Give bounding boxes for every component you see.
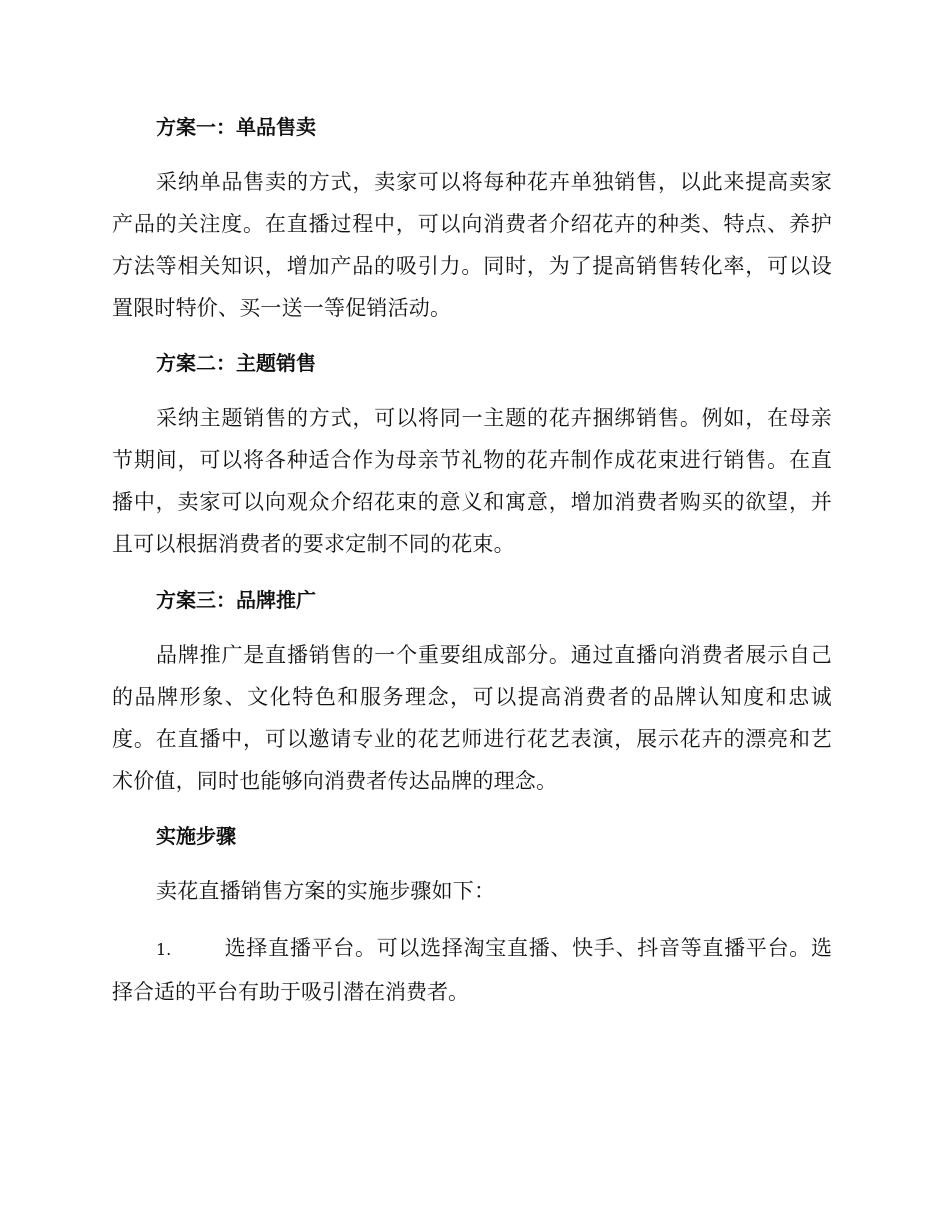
list-item-number: 1. [156, 940, 172, 959]
section-heading-2: 方案二：主题销售 [156, 351, 316, 375]
section-paragraph-4: 卖花直播销售方案的实施步骤如下： [156, 879, 496, 903]
section-heading-4: 实施步骤 [156, 824, 236, 848]
section-heading-1: 方案一：单品售卖 [156, 115, 316, 139]
section-paragraph-3: 品牌推广是直播销售的一个重要组成部分。通过直播向消费者展示自己的品牌形象、文化特色和服务理念，可以提高消费者的品牌认知度和忠诚度。在直播中，可以邀请专业的花艺师进行花艺表演，展示花卉的漂亮和艺术价值，同时也能够向消费者传达品牌的理念。 [112, 643, 832, 793]
list-item-text: 选择直播平台。可以选择淘宝直播、快手、抖音等直播平台。选择合适的平台有助于吸引潜在消费者。 [112, 936, 832, 1004]
section-paragraph-1: 采纳单品售卖的方式，卖家可以将每种花卉单独销售，以此来提高卖家产品的关注度。在直播过程中，可以向消费者介绍花卉的种类、特点、养护方法等相关知识，增加产品的吸引力。同时，为了提高销售转化率，可以设置限时特价、买一送一等促销活动。 [112, 170, 832, 320]
section-heading-3: 方案三：品牌推广 [156, 588, 316, 612]
section-paragraph-2: 采纳主题销售的方式，可以将同一主题的花卉捆绑销售。例如，在母亲节期间，可以将各种适合作为母亲节礼物的花卉制作成花束进行销售。在直播中，卖家可以向观众介绍花束的意义和寓意，增加消费者购买的欲望，并且可以根据消费者的要求定制不同的花束。 [112, 406, 832, 556]
list-item [112, 927, 832, 1013]
